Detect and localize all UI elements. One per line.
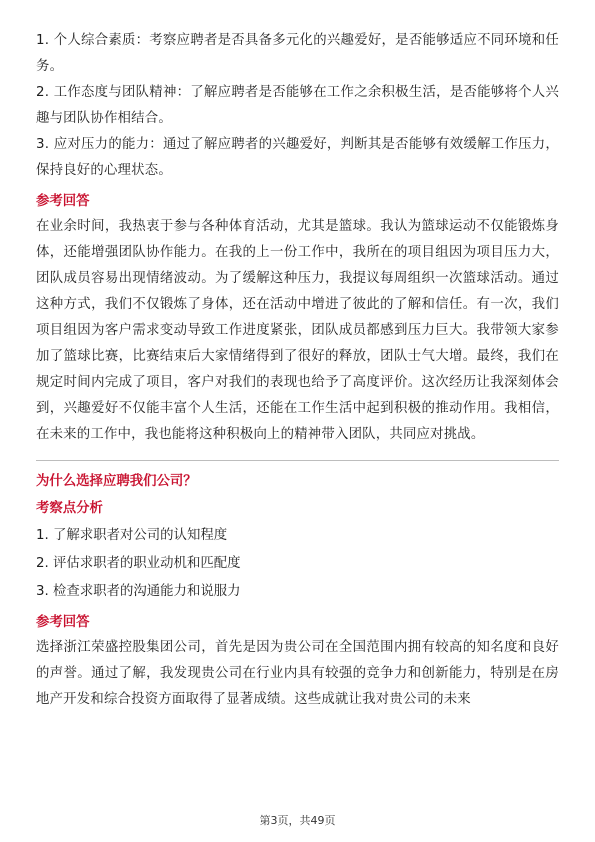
list-item: 1. 个人综合素质：考察应聘者是否具备多元化的兴趣爱好，是否能够适应不同环境和任务。 [36,33,559,74]
list-item: 3. 检查求职者的沟通能力和说服力 [36,584,241,599]
document-page [36,28,559,713]
answer-paragraph: 在业余时间，我热衷于参与各种体育活动，尤其是篮球。我认为篮球运动不仅能锻炼身体，还能增强团队协作能力。在我的上一份工作中，我所在的项目组因为项目压力大，团队成员容易出现情绪波动。为了缓解这种压力，我提议每周组织一次篮球活动。通过这种方式，我们不仅锻炼了身体，还在活动中增进了彼此的了解和信任。有一次，我们项目组因为客户需求变动导致工作进度紧张，团队成员都感到压力巨大。我带领大家参加了篮球比赛，比赛结束后大家情绪得到了很好的释放，团队士气大增。最终，我们在规定时间内完成了项目，客户对我们的表现也给予了高度评价。这次经历让我深刻体会到，兴趣爱好不仅能丰富个人生活，还能在工作生活中起到积极的推动作用。我相信，在未来的工作中，我也能将这种积极向上的精神带入团队，共同应对挑战。 [36,219,559,442]
list-item: 1. 了解求职者对公司的认知程度 [36,528,228,543]
answer-heading: 参考回答 [36,194,90,209]
analysis-heading: 考察点分析 [36,501,103,516]
answer-heading: 参考回答 [36,615,90,630]
question-title: 为什么选择应聘我们公司？ [36,474,197,489]
page-footer: 第3页，共49页 [259,814,336,827]
answer-paragraph: 选择浙江荣盛控股集团公司，首先是因为贵公司在全国范围内拥有较高的知名度和良好的声誉。通过了解，我发现贵公司在行业内具有较强的竞争力和创新能力，特别是在房地产开发和综合投资方面取得了显著成绩。这些成就让我对贵公司的未来 [36,640,559,707]
list-item: 2. 工作态度与团队精神：了解应聘者是否能够在工作之余积极生活，是否能够将个人兴趣与团队协作相结合。 [36,85,559,126]
list-item: 2. 评估求职者的职业动机和匹配度 [36,556,241,571]
list-item: 3. 应对压力的能力：通过了解应聘者的兴趣爱好，判断其是否能够有效缓解工作压力，保持良好的心理状态。 [36,137,559,178]
section-divider [36,460,559,461]
